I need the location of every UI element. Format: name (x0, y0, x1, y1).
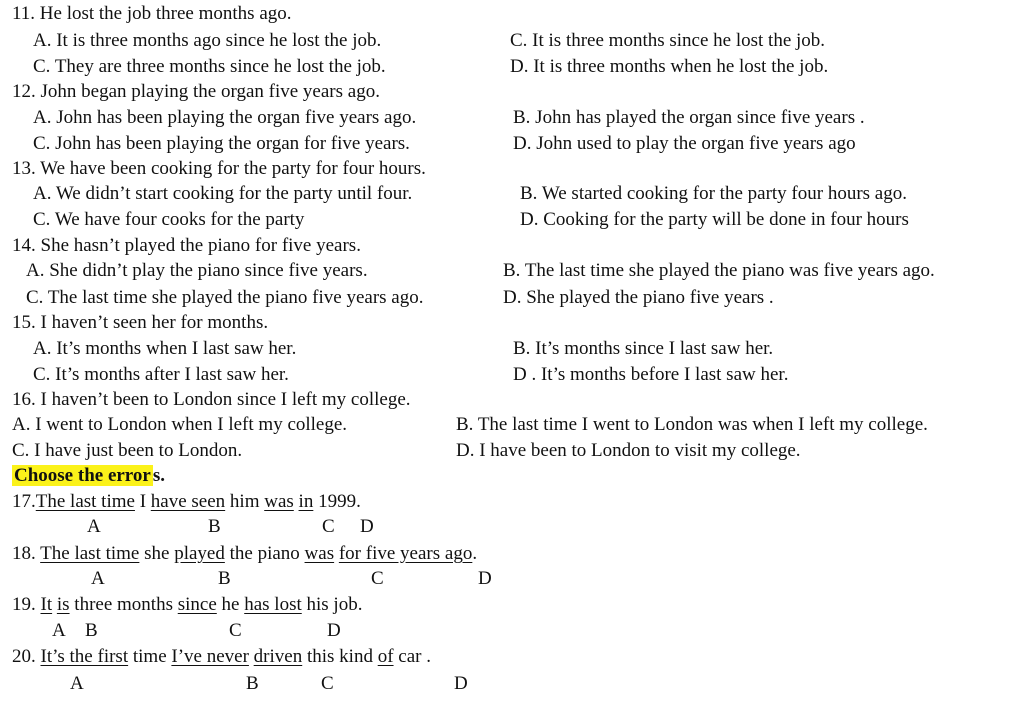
q11-option-c1: C. It is three months since he lost the job. (510, 30, 826, 51)
q15-option-b: B. It’s months since I last saw her. (513, 338, 774, 359)
q20-letter-a: A (70, 673, 84, 694)
error-question-19 (12, 594, 362, 616)
q17-part-d: in (298, 491, 314, 512)
q19-letter-b: B (85, 620, 98, 641)
q17-part-c: was (264, 491, 294, 512)
q19-text-2: three months (69, 594, 178, 615)
q18-letter-d: D (478, 568, 492, 589)
q17-text-4: 1999. (313, 491, 361, 512)
q18-part-b: played (174, 543, 225, 564)
q19-letter-a: A (52, 620, 66, 641)
q18-part-d: for five years ago (338, 543, 473, 564)
q18-part-a: The last time (40, 543, 140, 564)
q20-part-a: It’s the first (40, 646, 129, 667)
question-11-stem: 11. He lost the job three months ago. (12, 3, 292, 24)
section-heading (12, 465, 165, 487)
error-question-17 (12, 491, 361, 513)
q15-option-d: D . It’s months before I last saw her. (513, 364, 789, 385)
q17-letter-d: D (360, 516, 374, 537)
q14-option-d: D. She played the piano five years . (503, 287, 774, 308)
q20-letter-b: B (246, 673, 259, 694)
q17-letter-b: B (208, 516, 221, 537)
q20-letter-c: C (321, 673, 334, 694)
question-15-stem: 15. I haven’t seen her for months. (12, 312, 269, 333)
q17-letter-a: A (87, 516, 101, 537)
q18-letter-c: C (371, 568, 384, 589)
q15-option-c: C. It’s months after I last saw her. (33, 364, 289, 385)
q20-text-4: car . (393, 646, 431, 667)
q18-part-c: was (304, 543, 335, 564)
q16-option-c: C. I have just been to London. (12, 440, 243, 461)
q16-option-d: D. I have been to London to visit my college. (456, 440, 801, 461)
q17-number: 17. (12, 491, 36, 512)
q20-letter-d: D (454, 673, 468, 694)
q18-text-4: . (472, 543, 478, 564)
q13-option-b: B. We started cooking for the party four hours ago. (520, 183, 907, 204)
q11-option-d: D. It is three months when he lost the job. (510, 56, 829, 77)
q18-text-1: she (139, 543, 175, 564)
q16-option-a: A. I went to London when I left my college. (12, 414, 348, 435)
q16-option-b: B. The last time I went to London was when I left my college. (456, 414, 928, 435)
q11-option-c2: C. They are three months since he lost the job. (33, 56, 386, 77)
q18-letter-b: B (218, 568, 231, 589)
q19-letter-c: C (229, 620, 242, 641)
q12-option-a: A. John has been playing the organ five years ago. (33, 107, 417, 128)
question-12-stem: 12. John began playing the organ five years ago. (12, 81, 380, 102)
q14-option-b: B. The last time she played the piano was five years ago. (503, 260, 935, 281)
q19-part-d: has lost (244, 594, 302, 615)
q17-letter-c: C (322, 516, 335, 537)
q19-number: 19. (12, 594, 41, 615)
q18-number: 18. (12, 543, 41, 564)
q17-text-2: him (225, 491, 265, 512)
q17-part-a: The last time (35, 491, 135, 512)
q14-option-c: C. The last time she played the piano five years ago. (26, 287, 424, 308)
q19-letter-d: D (327, 620, 341, 641)
question-14-stem: 14. She hasn’t played the piano for five years. (12, 235, 361, 256)
q13-option-a: A. We didn’t start cooking for the party until four. (33, 183, 413, 204)
q19-part-a: It (40, 594, 53, 615)
question-16-stem: 16. I haven’t been to London since I left my college. (12, 389, 411, 410)
question-13-stem: 13. We have been cooking for the party for four hours. (12, 158, 426, 179)
section-heading-tail: s. (152, 465, 165, 486)
q19-text-4: his job. (301, 594, 363, 615)
error-question-18 (12, 543, 477, 565)
q12-option-c: C. John has been playing the organ for five years. (33, 133, 410, 154)
q19-part-c: since (177, 594, 217, 615)
section-heading-highlight: Choose the error (14, 465, 151, 486)
q20-text-1: time (128, 646, 172, 667)
q13-option-d: D. Cooking for the party will be done in four hours (520, 209, 909, 230)
q18-letter-a: A (91, 568, 105, 589)
q13-option-c: C. We have four cooks for the party (33, 209, 305, 230)
q19-text-3: he (216, 594, 245, 615)
q20-number: 20. (12, 646, 41, 667)
q12-option-b: B. John has played the organ since five years . (513, 107, 865, 128)
q20-text-3: this kind (302, 646, 378, 667)
q20-part-c: driven (253, 646, 303, 667)
q11-option-a: A. It is three months ago since he lost the job. (33, 30, 382, 51)
q17-text-1: I (134, 491, 151, 512)
q15-option-a: A. It’s months when I last saw her. (33, 338, 297, 359)
q12-option-d: D. John used to play the organ five years ago (513, 133, 856, 154)
q20-part-d: of (377, 646, 394, 667)
error-question-20 (12, 646, 431, 668)
q14-option-a: A. She didn’t play the piano since five years. (26, 260, 368, 281)
q19-part-b: is (56, 594, 70, 615)
q20-part-b: I’ve never (171, 646, 249, 667)
q17-part-b: have seen (150, 491, 226, 512)
q18-text-2: the piano (224, 543, 305, 564)
